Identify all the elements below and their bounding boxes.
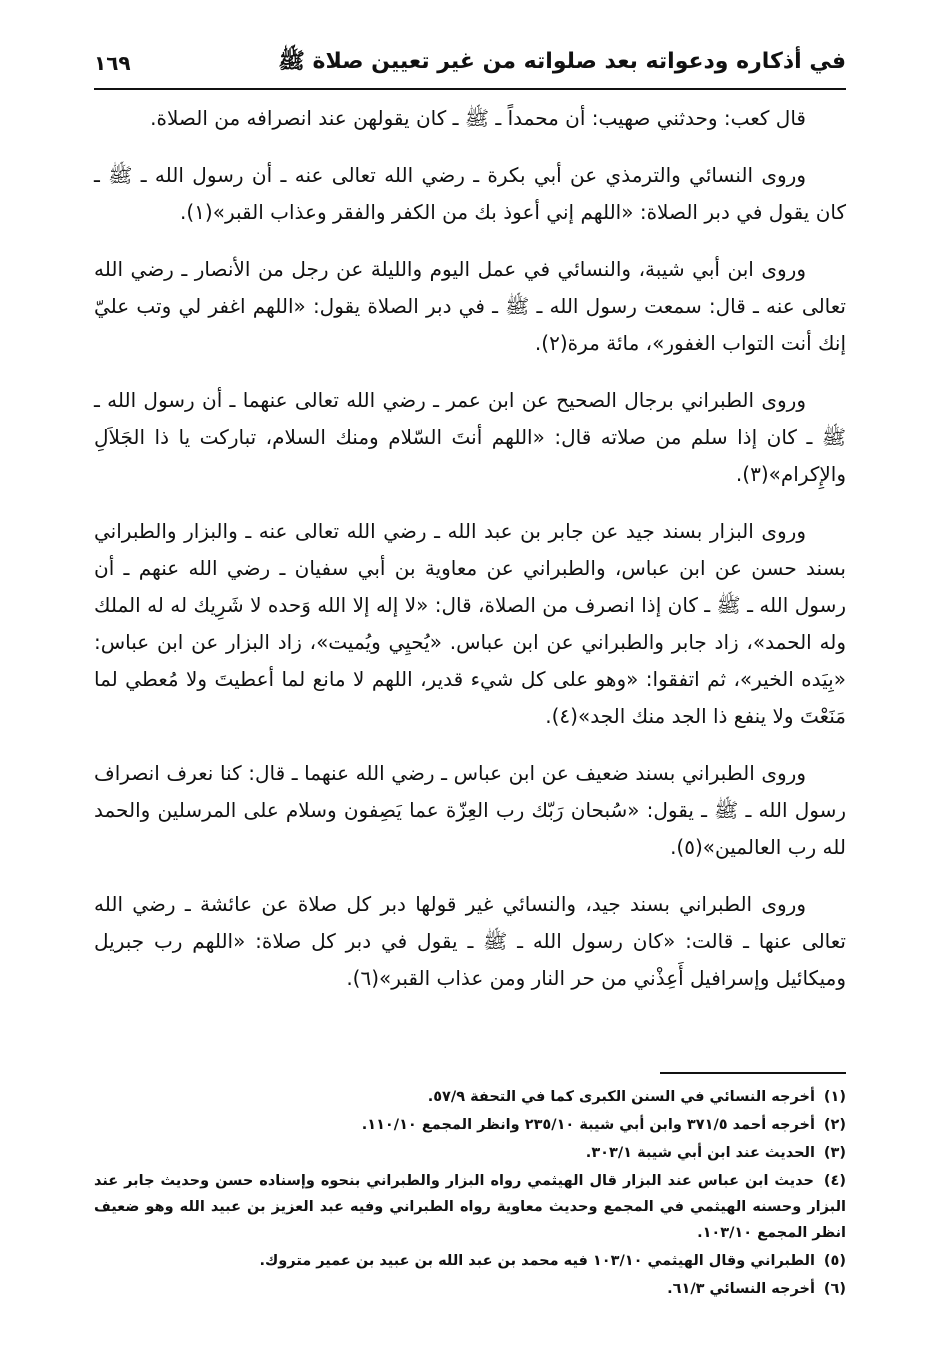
footnote-text: أخرجه النسائي ٦١/٣. bbox=[667, 1281, 815, 1297]
footnote bbox=[94, 1248, 846, 1274]
paragraph: وروى البزار بسند جيد عن جابر بن عبد الله ـ رضي الله تعالى عنه ـ والبزار والطبراني بسند حسن عن ابن عباس، والطبراني عن معاوية بن أبي سفيان ـ رضي الله عنهم ـ أن رسول الله ـ ﷺ ـ كان إذا انصرف من الصلاة، قال: «لا إله إلا الله وَحده لا شَرِيك له له الملك وله الحمد»، زاد جابر والطبراني عن ابن عباس. «يُحيِي ويُميت»، زاد البزار عن ابن عباس: «بِيَده الخير»، ثم اتفقوا: «وهو على كل شيء قدير، اللهم لا مانع لما أعطيتَ ولا مُعطي لما مَنَعْتَ ولا ينفع ذا الجد منك الجد»(٤). bbox=[94, 519, 846, 728]
footnote bbox=[94, 1084, 846, 1110]
footnote-number: (٣) bbox=[823, 1145, 846, 1161]
paragraph: وروى ابن أبي شيبة، والنسائي في عمل اليوم والليلة عن رجل من الأنصار ـ رضي الله تعالى عنه ـ قال: سمعت رسول الله ـ ﷺ ـ في دبر الصلاة يقول: «اللهم اغفر لي وتب عليّ إنك أنت التواب الغفور»، مائة مرة(٢). bbox=[94, 257, 846, 355]
footnote-text: الطبراني وقال الهيثمي ١٠٣/١٠ فيه محمد بن عبد الله بن عبيد بن عمير متروك. bbox=[259, 1253, 815, 1269]
paragraph: قال كعب: وحدثني صهيب: أن محمداً ـ ﷺ ـ كان يقولهن عند انصرافه من الصلاة. bbox=[150, 106, 806, 130]
footnote-text: أخرجه النسائي في السنن الكبرى كما في التحفة ٥٧/٩. bbox=[427, 1089, 815, 1105]
footnote-number: (٤) bbox=[823, 1173, 846, 1189]
footnote-text: أخرجه أحمد ٣٧١/٥ وابن أبي شيبة ٢٣٥/١٠ وانظر المجمع ١١٠/١٠. bbox=[361, 1117, 815, 1133]
running-header bbox=[94, 38, 846, 90]
page-number: ١٦٩ bbox=[94, 51, 131, 75]
footnote-number: (٥) bbox=[823, 1253, 846, 1269]
footnote-number: (٦) bbox=[823, 1281, 846, 1297]
footnote bbox=[94, 1276, 846, 1302]
footnote bbox=[94, 1168, 846, 1246]
header-title: في أذكاره ودعواته بعد صلواته من غير تعيين صلاة ﷺ bbox=[278, 49, 846, 74]
footnote-number: (١) bbox=[823, 1089, 846, 1105]
paragraph: وروى النسائي والترمذي عن أبي بكرة ـ رضي الله تعالى عنه ـ أن رسول الله ـ ﷺ ـ كان يقول في دبر الصلاة: «اللهم إني أعوذ بك من الكفر والفقر وعذاب القبر»(١). bbox=[94, 163, 846, 224]
main-text bbox=[94, 100, 846, 997]
footnote-divider bbox=[660, 1072, 846, 1074]
footnotes bbox=[94, 1082, 846, 1304]
footnote bbox=[94, 1140, 846, 1166]
footnote-text: الحديث عند ابن أبي شيبة ٣٠٣/١. bbox=[585, 1145, 815, 1161]
paragraph: وروى الطبراني بسند ضعيف عن ابن عباس ـ رضي الله عنهما ـ قال: كنا نعرف انصراف رسول الله ـ ﷺ ـ يقول: «سُبحان رَبّك رب العِزّة عما يَصِفون وسلام على المرسلين والحمد لله رب العالمين»(٥). bbox=[94, 761, 846, 859]
paragraph: وروى الطبراني برجال الصحيح عن ابن عمر ـ رضي الله تعالى عنهما ـ أن رسول الله ـ ﷺ ـ كان إذا سلم من صلاته قال: «اللهم أنتَ السّلام ومنك السلام، تباركت يا ذا الجَلاَلِ والإِكرام»(٣). bbox=[94, 388, 846, 486]
footnote-number: (٢) bbox=[823, 1117, 846, 1133]
paragraph: وروى الطبراني بسند جيد، والنسائي غير قولها دبر كل صلاة عن عائشة ـ رضي الله تعالى عنها ـ قالت: «كان رسول الله ـ ﷺ ـ يقول في دبر كل صلاة: «اللهم رب جبريل وميكائيل وإسرافيل أَعِذْني من حر النار ومن عذاب القبر»(٦). bbox=[94, 892, 846, 990]
book-page bbox=[94, 38, 846, 1297]
footnote bbox=[94, 1112, 846, 1138]
footnote-text: حديث ابن عباس عند البزار قال الهيثمي رواه البزار والطبراني بنحوه وإسناده حسن وحديث جابر عند البزار وحسنه الهيثمي في المجمع وحديث معاوية رواه الطبراني وفيه عبد العزيز بن عبيد الله وهو ضعيف انظر المجمع ١٠٣/١٠. bbox=[94, 1173, 846, 1241]
